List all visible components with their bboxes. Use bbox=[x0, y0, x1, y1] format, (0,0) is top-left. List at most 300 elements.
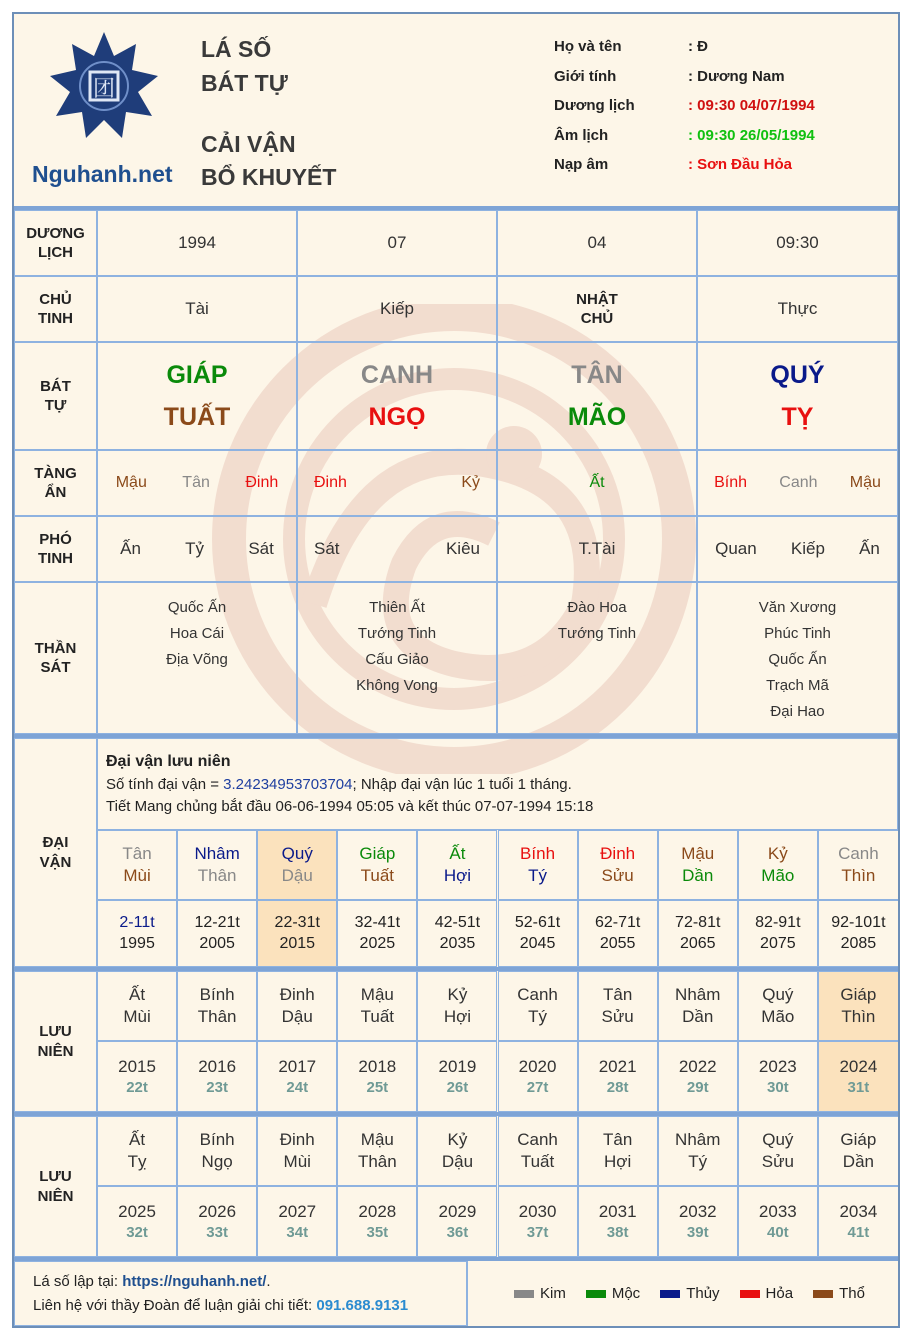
dai-van-pillar bbox=[738, 830, 818, 900]
tang-an-item: Canh bbox=[779, 473, 818, 491]
chu-tinh-cell bbox=[697, 276, 898, 342]
legend-swatch-icon bbox=[740, 1290, 760, 1298]
row-label-text: VẬN bbox=[39, 853, 72, 871]
luu-nien-age: 40t bbox=[767, 1223, 789, 1241]
luu-nien-can: Bính bbox=[199, 1129, 235, 1149]
pho-tinh-item: Ấn bbox=[859, 538, 880, 558]
luu-nien-can: Quý bbox=[762, 1129, 794, 1149]
info-label: Họ và tên bbox=[554, 38, 622, 55]
luu-nien-can: Tân bbox=[602, 1129, 633, 1149]
luu-nien-age: 39t bbox=[686, 1223, 709, 1241]
luu-nien-chi: Tý bbox=[688, 1152, 708, 1171]
luu-nien-year-cell bbox=[337, 1041, 417, 1112]
tang-an-cell bbox=[497, 450, 697, 516]
info-value: : 09:30 26/05/1994 bbox=[688, 126, 815, 144]
dai-van-age bbox=[578, 900, 658, 967]
luu-nien-chi: Tý bbox=[528, 1007, 547, 1026]
luu-nien-chi: Tuất bbox=[360, 1007, 395, 1026]
dai-van-pillar bbox=[578, 830, 658, 900]
chu-tinh-cell bbox=[97, 276, 297, 342]
than-sat-item: Cấu Giảo bbox=[365, 651, 429, 668]
luu-nien-year-cell bbox=[257, 1186, 337, 1257]
title-cai-van: CẢI VẬN bbox=[201, 131, 296, 157]
luu-nien-year: 2028 bbox=[358, 1201, 397, 1221]
info-label: Dương lịch bbox=[554, 97, 635, 114]
luu-nien-year: 2029 bbox=[438, 1201, 477, 1221]
luu-nien-pillar bbox=[337, 971, 417, 1041]
luu-nien-pillar bbox=[738, 1116, 818, 1186]
luu-nien-year-cell bbox=[658, 1186, 738, 1257]
thien-can: GIÁP bbox=[166, 360, 228, 389]
tang-an-cell bbox=[697, 450, 898, 516]
dai-van-age-range: 32-41t bbox=[354, 913, 401, 931]
than-sat-item: Địa Võng bbox=[166, 651, 228, 668]
luu-nien-can: Canh bbox=[517, 1129, 558, 1149]
luu-nien-pillar bbox=[97, 1116, 177, 1186]
dai-van-year: 2025 bbox=[359, 934, 396, 952]
luu-nien-can: Canh bbox=[517, 984, 558, 1004]
dai-van-age bbox=[177, 900, 257, 967]
row-label-text: CHỦ bbox=[39, 290, 72, 308]
dai-van-line1-prefix: Số tính đại vận = bbox=[106, 776, 224, 793]
nhat-chu-label: NHẬT bbox=[576, 290, 618, 308]
tang-an-list bbox=[498, 473, 696, 494]
row-label-pho-tinh bbox=[14, 516, 97, 582]
luu-nien-chi: Mão bbox=[761, 1007, 795, 1026]
row-label-text: THẦN bbox=[34, 639, 77, 657]
dai-van-pillar bbox=[177, 830, 257, 900]
dia-chi: MÃO bbox=[567, 403, 627, 431]
dai-van-chi: Mùi bbox=[123, 866, 151, 885]
row-label-dai-van bbox=[14, 738, 97, 967]
duong-lich-cell bbox=[297, 210, 497, 276]
pho-tinh-list bbox=[698, 538, 897, 560]
luu-nien-age: 35t bbox=[366, 1223, 389, 1241]
luu-nien-chi: Mùi bbox=[123, 1007, 151, 1026]
tang-an-list bbox=[698, 473, 897, 494]
than-sat-cell bbox=[697, 582, 898, 734]
dai-van-age-range: 82-91t bbox=[755, 913, 801, 931]
dai-van-can: Giáp bbox=[359, 843, 396, 863]
dai-van-line2: Tiết Mang chủng bắt đầu 06-06-1994 05:05 và kết thúc 07-07-1994 15:18 bbox=[106, 798, 594, 815]
luu-nien-year-cell bbox=[658, 1041, 738, 1112]
footer-made-at-label: Lá số lập tại: bbox=[33, 1272, 123, 1290]
tang-an-list bbox=[98, 473, 296, 494]
info-value: : Sơn Đầu Hỏa bbox=[688, 156, 793, 173]
luu-nien-year: 2017 bbox=[278, 1056, 317, 1076]
luu-nien-year-cell bbox=[417, 1041, 497, 1112]
luu-nien-year: 2027 bbox=[278, 1201, 317, 1221]
row-label-text: ẨN bbox=[44, 484, 67, 501]
luu-nien-age: 31t bbox=[847, 1078, 870, 1096]
info-label: Giới tính bbox=[554, 67, 617, 85]
dai-van-can: Canh bbox=[838, 843, 879, 863]
pho-tinh-item: Kiêu bbox=[445, 538, 480, 558]
info-value: : Đ bbox=[688, 38, 708, 55]
dai-van-chi: Mão bbox=[761, 866, 795, 885]
than-sat-item: Văn Xương bbox=[758, 599, 837, 616]
luu-nien-can: Kỷ bbox=[447, 984, 468, 1004]
dai-van-chi: Tý bbox=[528, 866, 547, 885]
pho-tinh-item: Tỷ bbox=[185, 538, 205, 558]
tang-an-item: Mậu bbox=[849, 473, 881, 491]
footer-period: . bbox=[266, 1272, 271, 1290]
dia-chi: TỴ bbox=[781, 403, 814, 431]
chu-tinh-value: Thực bbox=[777, 298, 818, 318]
luu-nien-year: 2023 bbox=[758, 1056, 797, 1076]
luu-nien-year-cell bbox=[417, 1186, 497, 1257]
dai-van-chi: Tuất bbox=[360, 866, 395, 885]
dai-van-age-range: 12-21t bbox=[194, 913, 240, 931]
luu-nien-chi: Hợi bbox=[604, 1152, 632, 1171]
luu-nien-pillar bbox=[177, 971, 257, 1041]
dai-van-pillar bbox=[658, 830, 738, 900]
row-label-text: BÁT bbox=[40, 377, 71, 395]
title-bat-tu: BÁT TỰ bbox=[201, 70, 288, 96]
luu-nien-can: Đinh bbox=[279, 1129, 315, 1149]
dia-chi: NGỌ bbox=[368, 403, 426, 431]
dai-van-age bbox=[417, 900, 497, 967]
dai-van-age-range: 92-101t bbox=[831, 913, 886, 931]
luu-nien-pillar bbox=[257, 971, 337, 1041]
luu-nien-pillar bbox=[498, 971, 578, 1041]
luu-nien-age: 36t bbox=[446, 1223, 469, 1241]
luu-nien-pillar bbox=[417, 971, 497, 1041]
luu-nien-pillar bbox=[578, 1116, 658, 1186]
than-sat-item: Thiên Ất bbox=[369, 599, 425, 616]
tang-an-cell bbox=[297, 450, 497, 516]
luu-nien-age: 22t bbox=[126, 1078, 148, 1096]
pho-tinh-item: Ấn bbox=[120, 538, 141, 558]
row-label-duong-lich bbox=[14, 210, 97, 276]
dai-van-chi: Thân bbox=[197, 866, 237, 885]
luu-nien-year: 2019 bbox=[438, 1056, 477, 1076]
luu-nien-pillar bbox=[498, 1116, 578, 1186]
dai-van-chi: Dậu bbox=[281, 866, 313, 885]
luu-nien-pillar bbox=[257, 1116, 337, 1186]
luu-nien-year: 2030 bbox=[518, 1201, 557, 1221]
legend-item bbox=[514, 1285, 566, 1302]
dai-van-year: 2015 bbox=[279, 934, 316, 952]
pho-tinh-item: Sát bbox=[248, 538, 274, 558]
than-sat-item: Hoa Cái bbox=[169, 625, 225, 642]
luu-nien-pillar bbox=[738, 971, 818, 1041]
pho-tinh-cell bbox=[497, 516, 697, 582]
luu-nien-pillar bbox=[97, 971, 177, 1041]
luu-nien-chi: Hợi bbox=[443, 1007, 472, 1026]
luu-nien-pillar bbox=[337, 1116, 417, 1186]
row-label-text: TINH bbox=[38, 310, 73, 327]
than-sat-item: Trạch Mã bbox=[766, 677, 829, 694]
luu-nien-year: 2032 bbox=[678, 1201, 717, 1221]
chu-tinh-value: Kiếp bbox=[379, 298, 415, 318]
row-label-luu-nien bbox=[14, 1116, 97, 1257]
dai-van-age bbox=[658, 900, 738, 967]
dai-van-age bbox=[97, 900, 177, 967]
luu-nien-pillar bbox=[658, 1116, 738, 1186]
chu-tinh-value: Tài bbox=[185, 298, 209, 318]
luu-nien-year: 2016 bbox=[198, 1056, 237, 1076]
dai-van-can: Đinh bbox=[600, 843, 636, 863]
row-label-text: LƯU bbox=[39, 1023, 72, 1040]
luu-nien-year-cell bbox=[177, 1186, 257, 1257]
dai-van-line1 bbox=[106, 774, 572, 796]
dai-van-age-range: 62-71t bbox=[594, 913, 641, 931]
tang-an-item: Ất bbox=[589, 473, 605, 491]
luu-nien-pillar bbox=[177, 1116, 257, 1186]
luu-nien-pillar bbox=[658, 971, 738, 1041]
row-label-text: ĐẠI bbox=[42, 834, 69, 851]
luu-nien-year: 2024 bbox=[839, 1056, 878, 1076]
luu-nien-pillar bbox=[578, 971, 658, 1041]
luu-nien-chi: Tỵ bbox=[127, 1152, 147, 1171]
dai-van-number: 3.24234953703704 bbox=[223, 776, 353, 793]
thien-can: QUÝ bbox=[770, 360, 825, 389]
luu-nien-age: 26t bbox=[446, 1078, 469, 1096]
luu-nien-age: 25t bbox=[366, 1078, 389, 1096]
legend-item bbox=[660, 1285, 719, 1302]
luu-nien-year-cell bbox=[257, 1041, 337, 1112]
duong-lich-value: 09:30 bbox=[776, 232, 819, 252]
luu-nien-can: Mậu bbox=[360, 1129, 394, 1149]
dai-van-age bbox=[738, 900, 818, 967]
legend-swatch-icon bbox=[813, 1290, 833, 1298]
site-name[interactable]: Nguhanh.net bbox=[32, 161, 173, 187]
dai-van-year: 2045 bbox=[519, 934, 556, 952]
luu-nien-age: 28t bbox=[606, 1078, 629, 1096]
dai-van-chi: Thìn bbox=[841, 866, 876, 885]
dai-van-can: Kỷ bbox=[767, 843, 788, 863]
luu-nien-year-cell bbox=[177, 1041, 257, 1112]
title-la-so: LÁ SỐ bbox=[201, 36, 272, 62]
dai-van-age bbox=[818, 900, 899, 967]
row-label-text: DƯƠNG bbox=[26, 224, 85, 242]
dai-van-pillar bbox=[97, 830, 177, 900]
chu-tinh-cell bbox=[497, 276, 697, 342]
than-sat-cell bbox=[497, 582, 697, 734]
luu-nien-year-cell bbox=[337, 1186, 417, 1257]
dai-van-can: Quý bbox=[281, 843, 313, 863]
tang-an-item: Bính bbox=[714, 473, 748, 491]
pho-tinh-cell bbox=[97, 516, 297, 582]
dai-van-year: 2035 bbox=[439, 934, 476, 952]
luu-nien-year-cell bbox=[498, 1186, 578, 1257]
dai-van-age-range: 52-61t bbox=[514, 913, 561, 931]
row-label-text: SÁT bbox=[40, 659, 71, 676]
than-sat-item: Quốc Ấn bbox=[768, 651, 827, 668]
tang-an-item: Đinh bbox=[245, 473, 279, 491]
duong-lich-cell bbox=[497, 210, 697, 276]
luu-nien-can: Giáp bbox=[840, 1129, 877, 1149]
luu-nien-age: 33t bbox=[206, 1223, 228, 1241]
luu-nien-age: 34t bbox=[286, 1223, 309, 1241]
luu-nien-year: 2026 bbox=[198, 1201, 237, 1221]
footer-phone-link[interactable]: 091.688.9131 bbox=[316, 1296, 409, 1314]
tang-an-list bbox=[298, 473, 496, 494]
dai-van-can: Bính bbox=[520, 843, 556, 863]
bat-tu-cell bbox=[97, 342, 297, 450]
luu-nien-age: 24t bbox=[286, 1078, 309, 1096]
luu-nien-pillar bbox=[818, 971, 899, 1041]
luu-nien-chi: Thân bbox=[357, 1152, 397, 1171]
dai-van-heading: Đại vận lưu niên bbox=[106, 753, 231, 770]
dai-van-year: 2075 bbox=[760, 934, 796, 952]
row-label-text: LỊCH bbox=[38, 244, 73, 261]
dai-van-age-range: 22-31t bbox=[274, 913, 320, 931]
luu-nien-year: 2031 bbox=[598, 1201, 637, 1221]
dai-van-pillar bbox=[257, 830, 337, 900]
tang-an-item: Mậu bbox=[115, 473, 147, 491]
row-label-than-sat bbox=[14, 582, 97, 734]
dai-van-year: 2055 bbox=[599, 934, 636, 952]
tang-an-item: Tân bbox=[182, 473, 210, 491]
tang-an-item: Đinh bbox=[314, 473, 347, 491]
duong-lich-value: 07 bbox=[387, 232, 407, 252]
luu-nien-can: Đinh bbox=[279, 984, 315, 1004]
info-value: : Dương Nam bbox=[688, 67, 785, 85]
dai-van-year: 2065 bbox=[679, 934, 716, 952]
title-bo-khuyet: BỔ KHUYẾT bbox=[201, 164, 337, 190]
row-label-bat-tu bbox=[14, 342, 97, 450]
luu-nien-chi: Dần bbox=[682, 1007, 714, 1026]
dai-van-age bbox=[498, 900, 578, 967]
svg-text:团: 团 bbox=[92, 77, 116, 102]
row-label-tang-an bbox=[14, 450, 97, 516]
than-sat-item: Đại Hao bbox=[770, 703, 825, 720]
duong-lich-cell bbox=[697, 210, 898, 276]
legend-item bbox=[813, 1285, 865, 1302]
info-value: : 09:30 04/07/1994 bbox=[688, 97, 815, 114]
pho-tinh-list bbox=[98, 538, 296, 560]
luu-nien-chi: Tuất bbox=[520, 1152, 555, 1171]
than-sat-item: Phúc Tinh bbox=[764, 625, 831, 642]
dai-van-pillar bbox=[818, 830, 899, 900]
luu-nien-age: 32t bbox=[126, 1223, 148, 1241]
legend-label: Thổ bbox=[839, 1285, 865, 1302]
legend-swatch-icon bbox=[514, 1290, 534, 1298]
than-sat-item: Quốc Ấn bbox=[167, 599, 227, 616]
luu-nien-year: 2020 bbox=[518, 1056, 557, 1076]
luu-nien-year-cell bbox=[97, 1186, 177, 1257]
dai-van-can: Nhâm bbox=[194, 843, 240, 863]
dai-van-year: 2005 bbox=[199, 934, 235, 952]
dai-van-chi: Hợi bbox=[443, 866, 472, 885]
info-label: Nạp âm bbox=[554, 156, 609, 173]
luu-nien-chi: Mùi bbox=[283, 1152, 311, 1171]
tang-an-cell bbox=[97, 450, 297, 516]
dai-van-age bbox=[337, 900, 417, 967]
luu-nien-year-cell bbox=[818, 1186, 899, 1257]
dai-van-age-range: 42-51t bbox=[434, 913, 481, 931]
luu-nien-year-cell bbox=[97, 1041, 177, 1112]
luu-nien-age: 29t bbox=[686, 1078, 709, 1096]
dai-van-chi: Sửu bbox=[601, 866, 634, 885]
element-legend bbox=[514, 1261, 865, 1326]
luu-nien-year: 2021 bbox=[598, 1056, 637, 1076]
dai-van-can: Ất bbox=[449, 843, 466, 863]
luu-nien-age: 37t bbox=[526, 1223, 549, 1241]
luu-nien-age: 41t bbox=[847, 1223, 870, 1241]
dai-van-year: 2085 bbox=[840, 934, 877, 952]
luu-nien-chi: Ngọ bbox=[201, 1152, 233, 1171]
luu-nien-can: Kỷ bbox=[447, 1129, 468, 1149]
luu-nien-chi: Dậu bbox=[441, 1152, 474, 1171]
luu-nien-year: 2015 bbox=[118, 1056, 156, 1076]
legend-label: Hỏa bbox=[765, 1285, 794, 1302]
row-label-text: TINH bbox=[38, 550, 73, 567]
row-label-text: NIÊN bbox=[37, 1187, 74, 1205]
luu-nien-chi: Sửu bbox=[601, 1007, 634, 1026]
duong-lich-cell bbox=[97, 210, 297, 276]
legend-label: Kim bbox=[540, 1285, 566, 1302]
legend-item bbox=[586, 1285, 640, 1302]
luu-nien-pillar bbox=[417, 1116, 497, 1186]
tang-an-item: Kỷ bbox=[461, 473, 480, 491]
than-sat-item: Không Vong bbox=[356, 677, 438, 694]
luu-nien-chi: Sửu bbox=[761, 1152, 794, 1171]
footer-contact-label: Liên hệ với thầy Đoàn để luận giải chi tiết: bbox=[33, 1296, 317, 1314]
luu-nien-can: Nhâm bbox=[675, 1129, 721, 1149]
dai-van-can: Tân bbox=[122, 843, 152, 863]
dai-van-year: 1995 bbox=[119, 934, 155, 952]
luu-nien-can: Bính bbox=[199, 984, 235, 1004]
luu-nien-age: 38t bbox=[606, 1223, 629, 1241]
luu-nien-age: 30t bbox=[767, 1078, 789, 1096]
star-logo-icon bbox=[48, 30, 160, 142]
chu-tinh-cell bbox=[297, 276, 497, 342]
row-label-text: PHÓ bbox=[39, 530, 72, 548]
pho-tinh-list bbox=[298, 538, 496, 560]
legend-swatch-icon bbox=[586, 1290, 606, 1298]
dai-van-age-range: 72-81t bbox=[675, 913, 721, 931]
luu-nien-chi: Dần bbox=[842, 1152, 874, 1171]
pho-tinh-cell bbox=[297, 516, 497, 582]
luu-nien-can: Giáp bbox=[840, 984, 877, 1004]
dai-van-line1-suffix: ; Nhập đại vận lúc 1 tuổi 1 tháng. bbox=[352, 776, 572, 793]
legend-item bbox=[740, 1285, 794, 1302]
luu-nien-year-cell bbox=[738, 1186, 818, 1257]
dai-van-chi: Dần bbox=[682, 866, 714, 885]
luu-nien-can: Ất bbox=[129, 1129, 146, 1149]
row-label-text: TỰ bbox=[44, 397, 67, 414]
row-label-text: NIÊN bbox=[37, 1042, 74, 1060]
luu-nien-age: 23t bbox=[206, 1078, 228, 1096]
luu-nien-chi: Thìn bbox=[841, 1007, 876, 1026]
row-label-text: TÀNG bbox=[34, 464, 77, 482]
thien-can: CANH bbox=[360, 360, 434, 389]
than-sat-item: Tướng Tinh bbox=[557, 625, 637, 642]
luu-nien-year-cell bbox=[498, 1041, 578, 1112]
than-sat-item: Đào Hoa bbox=[567, 599, 627, 616]
luu-nien-pillar bbox=[818, 1116, 899, 1186]
luu-nien-year-cell bbox=[818, 1041, 899, 1112]
luu-nien-age: 27t bbox=[526, 1078, 549, 1096]
dai-van-age bbox=[257, 900, 337, 967]
row-label-chu-tinh bbox=[14, 276, 97, 342]
bat-tu-cell bbox=[297, 342, 497, 450]
duong-lich-value: 04 bbox=[587, 232, 607, 252]
legend-label: Mộc bbox=[611, 1285, 641, 1302]
dai-van-pillar bbox=[337, 830, 417, 900]
luu-nien-can: Tân bbox=[602, 984, 633, 1004]
luu-nien-year: 2025 bbox=[118, 1201, 156, 1221]
thien-can: TÂN bbox=[571, 360, 623, 389]
luu-nien-can: Mậu bbox=[360, 984, 394, 1004]
footer-site-link[interactable]: https://nguhanh.net/ bbox=[122, 1272, 267, 1290]
than-sat-cell bbox=[97, 582, 297, 734]
legend-swatch-icon bbox=[660, 1290, 680, 1298]
dia-chi: TUẤT bbox=[163, 403, 231, 431]
